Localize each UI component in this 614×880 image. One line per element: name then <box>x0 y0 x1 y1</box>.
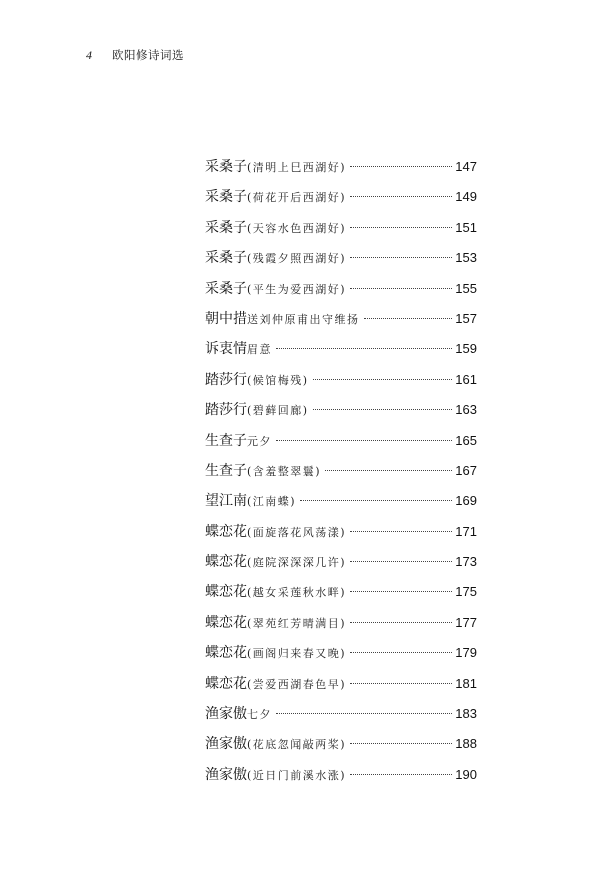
dot-leader <box>350 743 452 744</box>
toc-entry[interactable] <box>205 760 477 790</box>
toc-entry-page: 161 <box>455 371 477 387</box>
dot-leader <box>350 288 452 289</box>
toc-entry[interactable] <box>205 243 477 273</box>
toc-entry[interactable] <box>205 426 477 456</box>
toc-entry-subtitle: (越女采莲秋水畔) <box>247 586 347 600</box>
toc-entry-tune: 望江南 <box>205 493 247 510</box>
toc-entry[interactable] <box>205 456 477 486</box>
toc-entry-tune: 渔家傲 <box>205 706 247 723</box>
dot-leader <box>300 500 452 501</box>
toc-entry-tune: 采桑子 <box>205 250 247 267</box>
toc-entry-page: 167 <box>455 462 477 478</box>
dot-leader <box>313 379 453 380</box>
toc-entry-page: 177 <box>455 614 477 630</box>
toc-entry[interactable] <box>205 699 477 729</box>
toc-entry-page: 183 <box>455 706 477 722</box>
toc-entry-tune: 渔家傲 <box>205 736 247 753</box>
toc-entry[interactable] <box>205 304 477 334</box>
dot-leader <box>350 531 452 532</box>
page-header <box>86 46 184 64</box>
dot-leader <box>350 257 452 258</box>
toc-entry-tune: 渔家傲 <box>205 766 247 783</box>
dot-leader <box>350 196 452 197</box>
toc-entry-subtitle: (翠苑红芳晴满目) <box>247 616 347 630</box>
table-of-contents <box>205 152 477 790</box>
toc-entry[interactable] <box>205 638 477 668</box>
toc-entry-tune: 生查子 <box>205 462 247 479</box>
dot-leader <box>350 591 452 592</box>
toc-entry-page: 163 <box>455 402 477 418</box>
toc-entry[interactable] <box>205 517 477 547</box>
toc-entry-page: 155 <box>455 280 477 296</box>
toc-entry-subtitle: (碧藓回廊) <box>247 404 309 418</box>
toc-entry-tune: 踏莎行 <box>205 402 247 419</box>
toc-entry-page: 179 <box>455 645 477 661</box>
toc-entry-page: 190 <box>455 766 477 782</box>
dot-leader <box>350 561 452 562</box>
toc-entry-page: 157 <box>455 310 477 326</box>
toc-entry[interactable] <box>205 577 477 607</box>
dot-leader <box>364 318 453 319</box>
toc-entry[interactable] <box>205 669 477 699</box>
toc-entry-subtitle: (荷花开后西湖好) <box>247 191 347 205</box>
toc-entry-subtitle: (残霞夕照西湖好) <box>247 252 347 266</box>
toc-entry-tune: 采桑子 <box>205 219 247 236</box>
dot-leader <box>350 622 452 623</box>
toc-entry[interactable] <box>205 274 477 304</box>
toc-entry-page: 153 <box>455 250 477 266</box>
toc-entry-tune: 朝中措 <box>205 310 247 327</box>
dot-leader <box>350 227 452 228</box>
dot-leader <box>276 348 452 349</box>
book-title: 欧阳修诗词选 <box>112 48 184 62</box>
toc-entry-subtitle: (尝爱西湖春色早) <box>247 677 347 691</box>
toc-entry-tune: 踏莎行 <box>205 371 247 388</box>
toc-entry[interactable] <box>205 486 477 516</box>
toc-entry-subtitle: (江南蝶) <box>247 495 297 509</box>
toc-entry-tune: 蝶恋花 <box>205 645 247 662</box>
toc-entry-page: 169 <box>455 493 477 509</box>
toc-entry[interactable] <box>205 182 477 212</box>
toc-entry-page: 188 <box>455 736 477 752</box>
toc-entry-tune: 蝶恋花 <box>205 554 247 571</box>
toc-entry[interactable] <box>205 213 477 243</box>
toc-entry[interactable] <box>205 365 477 395</box>
toc-entry[interactable] <box>205 608 477 638</box>
toc-entry-subtitle: (近日门前溪水涨) <box>247 768 347 782</box>
toc-entry[interactable] <box>205 547 477 577</box>
toc-entry-tune: 诉衷情 <box>205 341 247 358</box>
toc-entry-subtitle: (含羞整翠鬟) <box>247 464 322 478</box>
toc-entry[interactable] <box>205 334 477 364</box>
toc-entry-subtitle: (候馆梅残) <box>247 373 309 387</box>
toc-entry-tune: 采桑子 <box>205 189 247 206</box>
dot-leader <box>350 774 452 775</box>
toc-entry-page: 171 <box>455 523 477 539</box>
toc-entry-subtitle: 七夕 <box>247 708 272 722</box>
toc-entry-subtitle: (清明上巳西湖好) <box>247 161 347 174</box>
toc-entry-page: 181 <box>455 675 477 691</box>
dot-leader <box>325 470 452 471</box>
toc-entry-page: 165 <box>455 432 477 448</box>
dot-leader <box>350 683 452 684</box>
toc-entry-subtitle: (面旋落花风荡漾) <box>247 525 347 539</box>
toc-entry-tune: 生查子 <box>205 432 247 449</box>
toc-entry-subtitle: (庭院深深深几许) <box>247 556 347 570</box>
toc-entry[interactable] <box>205 152 477 182</box>
toc-entry-page: 173 <box>455 554 477 570</box>
toc-entry-subtitle: (花底忽闻敲两桨) <box>247 738 347 752</box>
dot-leader <box>313 409 453 410</box>
dot-leader <box>276 713 452 714</box>
dot-leader <box>276 440 452 441</box>
page-number: 4 <box>86 47 92 62</box>
dot-leader <box>350 166 452 167</box>
toc-entry-page: 159 <box>455 341 477 357</box>
toc-entry-subtitle: (画阁归来春又晚) <box>247 647 347 661</box>
toc-entry-page: 149 <box>455 189 477 205</box>
toc-entry-page: 175 <box>455 584 477 600</box>
toc-entry-subtitle: (天容水色西湖好) <box>247 221 347 235</box>
toc-entry[interactable] <box>205 729 477 759</box>
toc-entry-subtitle: (平生为爱西湖好) <box>247 282 347 296</box>
toc-entry-page: 151 <box>455 219 477 235</box>
toc-entry-tune: 蝶恋花 <box>205 584 247 601</box>
toc-entry-tune: 蝶恋花 <box>205 523 247 540</box>
dot-leader <box>350 652 452 653</box>
toc-entry-subtitle: 眉意 <box>247 343 272 357</box>
toc-entry-tune: 蝶恋花 <box>205 614 247 631</box>
toc-entry-tune: 采桑子 <box>205 280 247 297</box>
toc-entry-tune: 蝶恋花 <box>205 675 247 692</box>
toc-entry-subtitle: 元夕 <box>247 434 272 448</box>
toc-entry-page: 147 <box>455 159 477 174</box>
toc-entry-subtitle: 送刘仲原甫出守维扬 <box>247 312 360 326</box>
toc-entry-tune: 采桑子 <box>205 159 247 175</box>
toc-entry[interactable] <box>205 395 477 425</box>
